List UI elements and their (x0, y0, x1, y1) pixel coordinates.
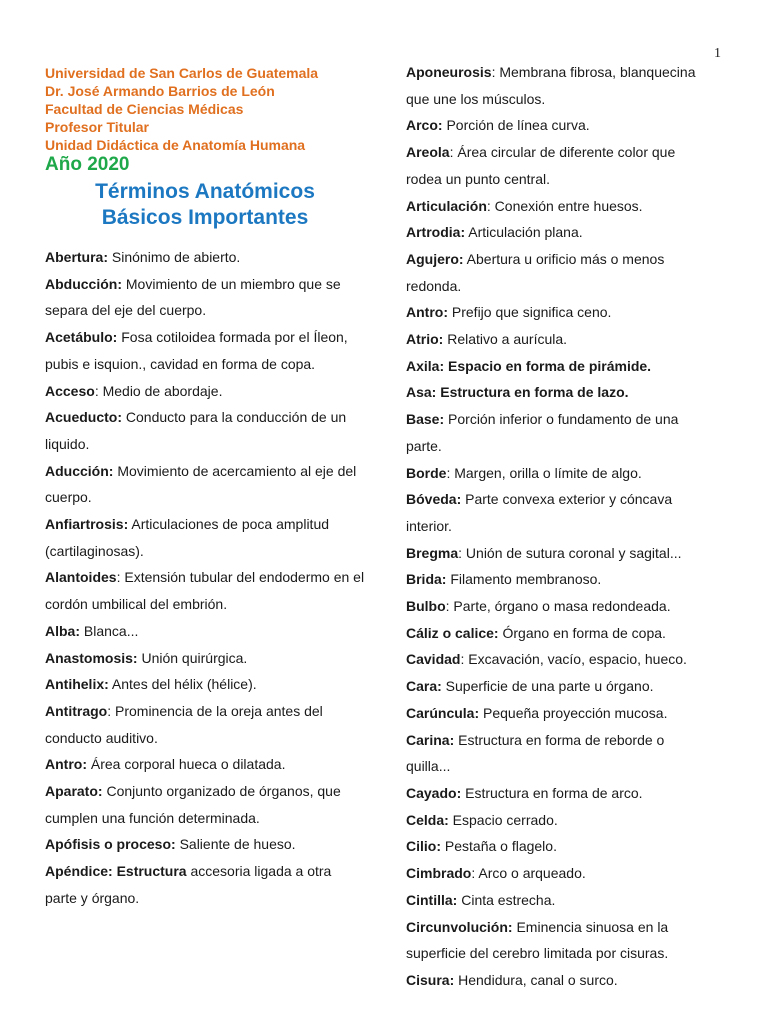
header-university: Universidad de San Carlos de Guatemala (45, 65, 319, 81)
glossary-definition: Pestaña o flagelo. (441, 838, 557, 855)
glossary-definition: Filamento membranoso. (446, 571, 602, 588)
glossary-entry (45, 645, 365, 672)
glossary-definition: : Parte, órgano o masa redondeada. (445, 598, 671, 615)
glossary-term: Cavidad (406, 651, 461, 668)
document-title (45, 179, 365, 231)
glossary-definition: Porción de línea curva. (442, 117, 590, 134)
glossary-entry (406, 807, 711, 834)
glossary-term: Base: (406, 411, 445, 428)
glossary-definition: : Membrana fibrosa, blanquecina que une los músculos. (406, 64, 696, 107)
glossary-definition: Porción inferior o fundamento de una parte. (406, 411, 679, 454)
glossary-definition: : Margen, orilla o límite de algo. (446, 464, 642, 481)
glossary-term: Aponeurosis (406, 64, 492, 80)
document-header (45, 64, 365, 231)
glossary-entry (406, 887, 711, 914)
glossary-definition: Articulación plana. (465, 224, 583, 241)
glossary-term: Cimbrado (406, 865, 472, 882)
glossary-definition: : Área circular de diferente color que rodea un punto central. (406, 144, 676, 187)
glossary-term: Antro: (45, 756, 87, 773)
glossary-entry (406, 833, 711, 860)
glossary-entry (406, 914, 711, 967)
glossary-definition: Relativo a aurícula. (443, 331, 568, 348)
glossary-definition: Fosa cotiloidea formada por el Íleon, pubis e isquion., cavidad en forma de copa. (45, 329, 348, 372)
glossary-definition: Movimiento de un miembro que se separa del eje del cuerpo. (45, 275, 341, 319)
glossary-term: Celda: (406, 811, 449, 828)
glossary-term: Bulbo (406, 598, 446, 615)
glossary-term: Cilio: (406, 838, 441, 855)
glossary-entry (406, 379, 711, 406)
glossary-definition: Cinta estrecha. (457, 891, 556, 908)
glossary-term: Acueducto: (45, 409, 122, 426)
glossary-term: Asa: (406, 384, 437, 401)
header-faculty: Facultad de Ciencias Médicas (45, 101, 244, 117)
glossary-entry (406, 112, 711, 139)
glossary-definition: : Arco o arqueado. (471, 865, 586, 882)
glossary-definition: Antes del hélix (hélice). (108, 676, 257, 693)
glossary-entry (45, 751, 365, 778)
glossary-term: Circunvolución: (406, 918, 513, 935)
glossary-term: Borde (406, 464, 447, 481)
glossary-definition: Estructura en forma de arco. (461, 784, 643, 801)
glossary-term: Cayado: (406, 784, 462, 801)
glossary-definition: Hendidura, canal o surco. (454, 971, 618, 988)
glossary-definition: Pequeña proyección mucosa. (479, 704, 668, 721)
glossary-definition: : Unión de sutura coronal y sagital... (458, 544, 682, 561)
glossary-entry (45, 858, 365, 911)
glossary-definition: Conjunto organizado de órganos, que cumplen una función determinada. (45, 783, 341, 826)
glossary-definition: : Extensión tubular del endodermo en el cordón umbilical del embrión. (45, 569, 365, 613)
glossary-definition: Articulaciones de poca amplitud (cartilaginosas). (45, 516, 330, 559)
glossary-term: Areola (406, 144, 450, 161)
glossary-definition: Movimiento de acercamiento al eje del cuerpo. (45, 462, 357, 506)
title-line-1: Términos Anatómicos (95, 180, 315, 203)
glossary-entry (406, 59, 711, 112)
glossary-definition: Abertura u orificio más o menos redonda. (406, 250, 665, 294)
glossary-definition: Sinónimo de abierto. (108, 249, 241, 265)
glossary-term: Articulación (406, 197, 487, 214)
glossary-term: Alba: (45, 622, 80, 639)
glossary-entry (45, 458, 365, 511)
glossary-term: Apófisis o proceso: (45, 836, 176, 853)
glossary-entry (406, 299, 711, 326)
header-position: Profesor Titular (45, 119, 149, 135)
glossary-entry (406, 219, 711, 246)
glossary-entry (406, 353, 711, 380)
glossary-definition: accesoria ligada a otra parte y órgano. (45, 863, 332, 906)
glossary-entry (406, 460, 711, 487)
glossary-entry (406, 646, 711, 673)
glossary-entry (406, 486, 711, 539)
glossary-term: Arco: (406, 117, 443, 134)
glossary-term: Acetábulo: (45, 329, 118, 346)
glossary-term: Antitrago (45, 702, 108, 719)
glossary-term: Artrodia: (406, 224, 466, 241)
glossary-definition: Eminencia sinuosa en la superficie del cerebro limitada por cisuras. (406, 918, 669, 962)
title-line-2: Básicos Importantes (101, 206, 309, 229)
glossary-term: Bregma (406, 544, 459, 561)
glossary-entry (406, 620, 711, 647)
glossary-term: Apéndice: Estructura (45, 863, 187, 880)
glossary-entry (406, 967, 711, 994)
glossary-definition: Estructura en forma de reborde o quilla... (406, 731, 665, 775)
glossary-term: Alantoides (45, 569, 117, 586)
glossary-definition: : Prominencia de la oreja antes del conducto auditivo. (45, 702, 323, 746)
glossary-entry (406, 780, 711, 807)
glossary-definition: Saliente de hueso. (175, 836, 296, 853)
glossary-entry (406, 193, 711, 220)
glossary-term: Anastomosis: (45, 649, 138, 666)
glossary-definition: Área corporal hueca o dilatada. (87, 756, 286, 773)
glossary-term: Atrio: (406, 331, 444, 348)
glossary-definition: Conducto para la conducción de un liquido. (45, 409, 347, 452)
glossary-entry (45, 831, 365, 858)
glossary-definition: Prefijo que significa ceno. (448, 304, 612, 321)
glossary-term: Cara: (406, 678, 442, 695)
glossary-entry (45, 511, 365, 564)
glossary-definition: Espacio en forma de pirámide. (444, 357, 652, 374)
glossary-entry (45, 618, 365, 645)
glossary-entry (406, 139, 711, 192)
glossary-entry (45, 324, 365, 377)
glossary-entry (406, 593, 711, 620)
glossary-term: Antihelix: (45, 676, 109, 693)
glossary-term: Axila: (406, 357, 445, 374)
glossary-entry (406, 860, 711, 887)
glossary-term: Brida: (406, 571, 447, 588)
glossary-term: Cisura: (406, 971, 455, 988)
glossary-definition: : Medio de abordaje. (94, 382, 223, 399)
glossary-entry (406, 700, 711, 727)
glossary-definition: : Excavación, vacío, espacio, hueco. (460, 651, 687, 668)
glossary-definition: Espacio cerrado. (448, 811, 558, 828)
glossary-term: Antro: (406, 304, 448, 321)
glossary-entry (45, 244, 365, 271)
glossary-definition: : Conexión entre huesos. (486, 197, 643, 214)
glossary-definition: Superficie de una parte u órgano. (441, 678, 654, 695)
glossary-entry (406, 406, 711, 459)
glossary-definition: Blanca... (80, 622, 139, 639)
glossary-term: Agujero: (406, 250, 464, 267)
glossary-term: Acceso (45, 382, 95, 399)
glossary-term: Aparato: (45, 783, 103, 800)
header-year: Año 2020 (45, 154, 130, 175)
header-author: Dr. José Armando Barrios de León (45, 83, 275, 99)
glossary-term: Carina: (406, 731, 455, 748)
glossary-entry (45, 378, 365, 405)
glossary-definition: Órgano en forma de copa. (498, 624, 666, 641)
glossary-definition: Unión quirúrgica. (137, 649, 248, 666)
glossary-entry (406, 727, 711, 780)
glossary-term: Abducción: (45, 275, 122, 292)
glossary-term: Cáliz o calice: (406, 624, 499, 641)
glossary-term: Anfiartrosis: (45, 516, 129, 533)
glossary-entry (406, 540, 711, 567)
glossary-definition: Parte convexa exterior y cóncava interior. (406, 491, 673, 534)
glossary-entry (45, 671, 365, 698)
header-unit: Unidad Didáctica de Anatomía Humana (45, 137, 306, 153)
glossary-definition: Estructura en forma de lazo. (436, 384, 629, 401)
glossary-entry (406, 566, 711, 593)
glossary-entry (45, 778, 365, 831)
glossary-entry (406, 673, 711, 700)
glossary-entry (45, 698, 365, 751)
page-number: 1 (714, 46, 721, 61)
glossary-entry (45, 271, 365, 324)
glossary-term: Bóveda: (406, 491, 462, 508)
glossary-right-column (406, 59, 711, 994)
glossary-entry (406, 326, 711, 353)
glossary-term: Abertura: (45, 249, 109, 265)
glossary-term: Cintilla: (406, 891, 458, 908)
glossary-entry (406, 246, 711, 299)
glossary-entry (45, 564, 365, 617)
glossary-term: Carúncula: (406, 704, 480, 721)
glossary-left-column (45, 244, 365, 912)
glossary-term: Aducción: (45, 462, 114, 479)
glossary-entry (45, 404, 365, 457)
